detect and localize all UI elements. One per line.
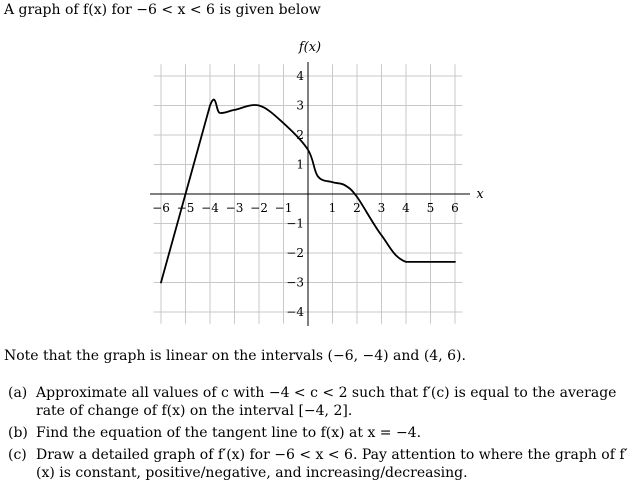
x-tick-label: −2	[250, 201, 268, 215]
y-tick-label: 1	[296, 157, 304, 172]
question-c	[8, 446, 634, 482]
x-tick-label: 2	[353, 201, 361, 215]
x-tick-label: −4	[201, 201, 219, 215]
question-a	[8, 384, 634, 420]
x-tick-label: 3	[377, 201, 386, 215]
x-tick-label: −3	[225, 201, 244, 215]
x-tick-label: 4	[402, 201, 410, 215]
x-tick-label: 1	[328, 201, 337, 215]
x-tick-label: 6	[451, 201, 459, 215]
question-b-label: (b)	[8, 425, 28, 441]
question-a-label: (a)	[8, 385, 28, 401]
axes	[150, 62, 470, 326]
y-tick-label: 4	[296, 69, 304, 83]
x-tick-label: −5	[176, 201, 195, 215]
linearity-note: Note that the graph is linear on the intervals (−6, −4) and (4, 6).	[4, 348, 466, 364]
question-b-text: Find the equation of the tangent line to f(x) at x = −4.	[36, 425, 422, 441]
x-axis-label: x	[476, 187, 484, 202]
y-tick-label: 3	[296, 98, 304, 113]
intro-text: A graph of f(x) for −6 < x < 6 is given below	[4, 2, 321, 18]
y-tick-label: 2	[296, 128, 304, 142]
y-tick-label: −4	[286, 305, 304, 319]
question-list	[8, 384, 634, 486]
x-tick-label: −1	[274, 201, 293, 215]
y-tick-label: −3	[286, 275, 304, 290]
question-c-label: (c)	[8, 447, 27, 463]
question-b	[8, 424, 634, 442]
y-tick-label: −1	[286, 216, 304, 231]
question-c-text: Draw a detailed graph of f′(x) for −6 < x < 6. Pay attention to where the graph of f′(x) is constant, positive/negative, and increasing/decreasing.	[36, 447, 628, 481]
question-a-text: Approximate all values of c with −4 < c < 2 such that f′(c) is equal to the average rate of change of f(x) on the interval [−4, 2].	[36, 385, 617, 419]
y-axis-label: f(x)	[298, 40, 322, 55]
y-tick-label: −2	[286, 246, 304, 260]
x-tick-label: −6	[152, 201, 170, 215]
x-tick-label: 5	[426, 201, 435, 215]
